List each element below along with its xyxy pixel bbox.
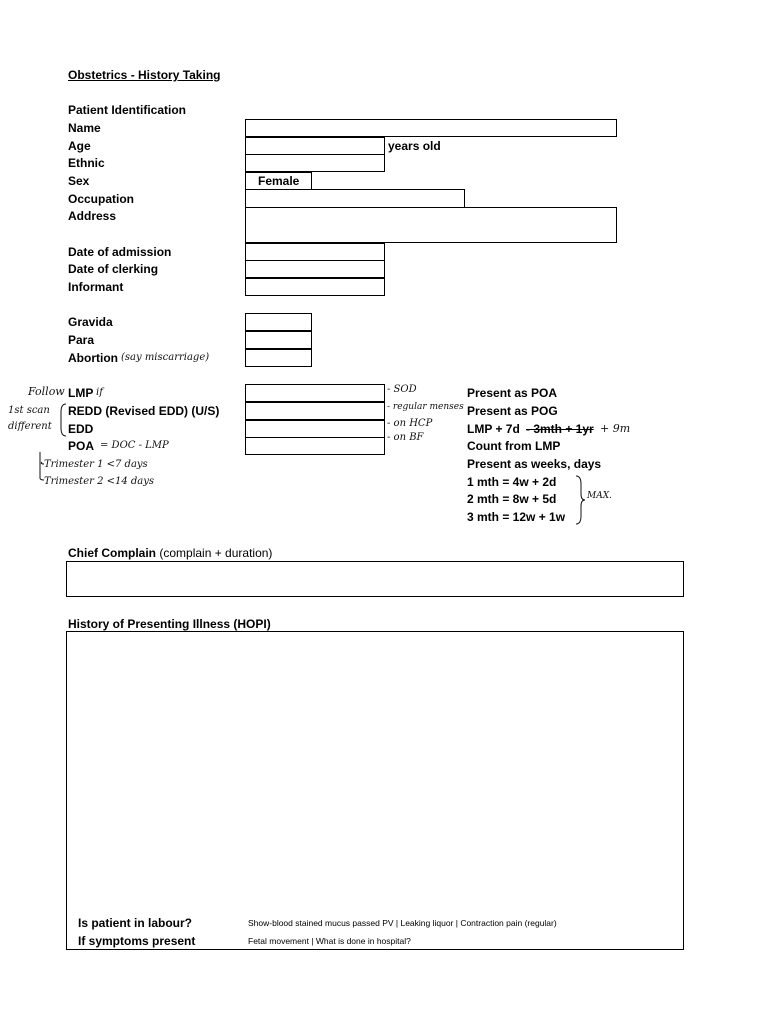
poa-handwritten-note: = DOC - LMP [100,440,169,451]
sex-label: Sex [68,174,90,188]
patient-identification-heading: Patient Identification [68,103,187,117]
abortion-handwritten-note: (say miscarriage) [121,352,210,363]
name-label: Name [68,121,101,135]
symptoms-question: If symptoms present [78,934,196,948]
sod-note: - SOD [387,384,417,395]
name-field[interactable] [245,119,617,137]
date-of-admission-field[interactable] [245,243,385,261]
occupation-field[interactable] [245,189,465,208]
redd-label: REDD (Revised EDD) (U/S) [68,404,220,418]
poa-field[interactable] [245,437,385,455]
age-field[interactable] [245,137,385,155]
bf-note: - on BF [387,432,424,443]
ethnic-label: Ethnic [68,156,105,170]
gravida-label: Gravida [68,315,113,329]
gravida-field[interactable] [245,313,312,331]
hopi-field[interactable] [66,631,684,950]
lmp-plus-text: LMP + 7d [467,422,520,436]
follow-note: Follow [28,385,65,398]
lmp-hand-text: + 9m [600,422,631,435]
age-suffix: years old [388,139,441,153]
curly-brace-mark [574,474,586,526]
edd-field[interactable] [245,420,385,438]
poa-label: POA [68,439,95,453]
lmp-label: LMP [68,386,94,400]
date-of-clerking-field[interactable] [245,260,385,278]
hopi-heading: History of Presenting Illness (HOPI) [68,617,271,631]
chief-complain-field[interactable] [66,561,684,597]
present-poa-text: Present as POA [467,386,558,400]
page-title: Obstetrics - History Taking [68,68,221,82]
month-2-text: 2 mth = 8w + 5d [467,492,557,506]
count-from-text: Count from LMP [467,439,561,453]
max-note: MAX. [587,491,612,501]
follow-note-suffix: if [96,387,103,398]
trimester-2-note: Trimester 2 <14 days [44,476,155,487]
para-label: Para [68,333,95,347]
regular-menses-note: - regular menses [387,402,464,412]
labour-detail: Show-blood stained mucus passed PV | Leaking liquor | Contraction pain (regular) [248,918,557,928]
trimester-1-note: Trimester 1 <7 days [44,459,148,470]
present-pog-text: Present as POG [467,404,558,418]
chief-complain-title: Chief Complain [68,546,157,560]
lmp-field[interactable] [245,384,385,402]
informant-label: Informant [68,280,124,294]
redd-field[interactable] [245,402,385,420]
scan-note-2: different [8,421,52,432]
abortion-label: Abortion [68,351,118,365]
sex-value: Female [258,174,300,188]
chief-complain-heading [68,545,272,561]
bracket-mark [58,402,68,438]
age-label: Age [68,139,91,153]
scan-note-1: 1st scan [8,405,50,416]
lmp-strike-text: - 3mth + 1yr [526,422,594,436]
chief-complain-note: (complain + duration) [159,546,273,560]
present-weeks-text: Present as weeks, days [467,457,602,471]
ethnic-field[interactable] [245,154,385,172]
para-field[interactable] [245,331,312,349]
date-of-clerking-label: Date of clerking [68,262,159,276]
date-of-admission-label: Date of admission [68,245,172,259]
month-1-text: 1 mth = 4w + 2d [467,475,557,489]
address-label: Address [68,209,117,223]
informant-field[interactable] [245,278,385,296]
address-field[interactable] [245,207,617,243]
symptoms-detail: Fetal movement | What is done in hospital? [248,936,411,946]
labour-question: Is patient in labour? [78,916,193,930]
occupation-label: Occupation [68,192,135,206]
abortion-field[interactable] [245,349,312,367]
hcp-note: - on HCP [387,418,433,429]
edd-label: EDD [68,422,94,436]
month-3-text: 3 mth = 12w + 1w [467,510,566,524]
